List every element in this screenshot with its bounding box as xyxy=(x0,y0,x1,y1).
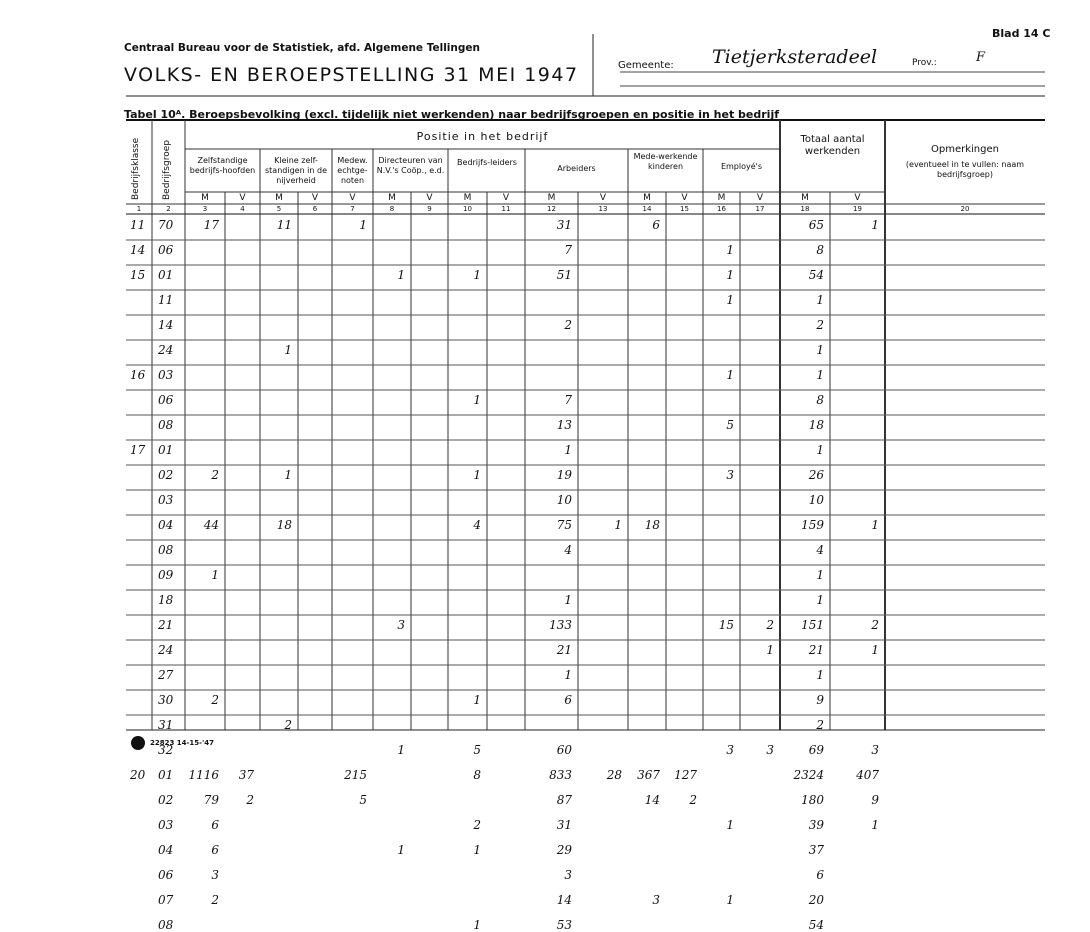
table-cell: 2 xyxy=(766,618,774,632)
table-cell: 1 xyxy=(397,743,405,757)
table-cell: 3 xyxy=(726,743,734,757)
mv-label: V xyxy=(681,193,688,203)
table-cell: 7 xyxy=(564,243,572,257)
column-number: 15 xyxy=(680,205,689,213)
mv-label: V xyxy=(349,193,356,203)
table-cell: 2 xyxy=(211,468,219,482)
table-cell: 6 xyxy=(211,843,219,857)
table-cell: 1 xyxy=(816,568,824,582)
bedrijfsgroep-cell: 21 xyxy=(158,618,174,632)
table-cell: 127 xyxy=(674,768,697,782)
table-cell: 2 xyxy=(284,718,292,732)
bedrijfsgroep-cell: 04 xyxy=(158,518,174,532)
table-cell: 8 xyxy=(816,243,824,257)
bedrijfsgroep-cell: 03 xyxy=(158,493,174,507)
table-cell: 1 xyxy=(871,218,879,232)
sheet-number: Blad 14 C xyxy=(992,27,1051,40)
bedrijfsgroep-cell: 27 xyxy=(158,668,174,682)
column-number: 6 xyxy=(312,205,318,213)
table-cell: 8 xyxy=(473,768,481,782)
table-cell: 5 xyxy=(359,793,367,807)
table-cell: 21 xyxy=(556,643,572,657)
col-medew: Medew. echtge-noten xyxy=(337,156,368,185)
table-cell: 4 xyxy=(816,543,824,557)
table-cell: 1 xyxy=(473,918,481,932)
table-cell: 6 xyxy=(652,218,660,232)
table-cell: 3 xyxy=(871,743,879,757)
table-cell: 1 xyxy=(473,468,481,482)
table-cell: 1 xyxy=(564,668,572,682)
mv-label: M xyxy=(643,193,651,203)
table-cell: 3 xyxy=(397,618,405,632)
gemeente-label: Gemeente: xyxy=(618,60,674,71)
bedrijfsgroep-cell: 14 xyxy=(158,318,174,332)
table-cell: 1 xyxy=(211,568,219,582)
col-positie: Positie in het bedrijf xyxy=(416,130,549,143)
table-cell: 13 xyxy=(556,418,572,432)
bedrijfsgroep-cell: 01 xyxy=(158,268,174,282)
table-cell: 87 xyxy=(556,793,572,807)
table-cell: 21 xyxy=(808,643,824,657)
bedrijfsgroep-cell: 32 xyxy=(158,743,174,757)
table-cell: 215 xyxy=(344,768,367,782)
bedrijfsgroep-cell: 02 xyxy=(158,793,174,807)
bedrijfsgroep-cell: 03 xyxy=(158,368,174,382)
col-opmerkingen: Opmerkingen xyxy=(931,144,999,155)
table-cell: 1 xyxy=(473,393,481,407)
bedrijfsgroep-cell: 18 xyxy=(158,593,174,607)
column-number: 17 xyxy=(755,205,765,213)
mv-label: M xyxy=(717,193,726,203)
mv-label: V xyxy=(599,193,607,203)
footer-code: 22823 14-15-'47 xyxy=(150,739,214,747)
table-title: Tabel 10ᴬ. Beroepsbevolking (excl. tijdelijk niet werkenden) naar bedrijfsgroepen en positie in het bedrijf xyxy=(124,108,779,121)
table-cell: 159 xyxy=(801,518,824,532)
column-number: 5 xyxy=(276,205,282,213)
column-number: 19 xyxy=(853,205,862,213)
table-cell: 1 xyxy=(564,593,572,607)
table-cell: 2 xyxy=(473,818,481,832)
table-cell: 3 xyxy=(766,743,774,757)
column-number: 13 xyxy=(598,205,608,213)
mv-label: V xyxy=(854,193,861,203)
table-cell: 2 xyxy=(211,893,219,907)
mv-label: V xyxy=(426,193,433,203)
table-cell: 1 xyxy=(766,643,774,657)
column-number: 12 xyxy=(547,205,556,213)
table-cell: 1 xyxy=(726,893,734,907)
prov-label: Prov.: xyxy=(912,58,937,68)
table-cell: 3 xyxy=(726,468,734,482)
mv-label: V xyxy=(239,193,246,203)
bedrijfsgroep-cell: 07 xyxy=(158,893,174,907)
bedrijfsklasse-cell: 11 xyxy=(130,218,146,232)
table-cell: 14 xyxy=(556,893,572,907)
table-cell: 8 xyxy=(816,393,824,407)
table-cell: 1 xyxy=(816,668,824,682)
table-cell: 1 xyxy=(816,293,824,307)
mv-label: M xyxy=(275,193,283,203)
column-number: 18 xyxy=(800,205,810,213)
bedrijfsgroep-cell: 06 xyxy=(158,243,174,257)
column-number: 10 xyxy=(463,205,472,213)
table-cell: 1 xyxy=(473,843,481,857)
table-cell: 28 xyxy=(606,768,622,782)
col-arbeiders: Arbeiders xyxy=(557,164,596,173)
table-cell: 44 xyxy=(203,518,219,532)
table-cell: 10 xyxy=(556,493,572,507)
mv-label: M xyxy=(547,193,556,203)
bedrijfsgroep-cell: 70 xyxy=(158,218,174,232)
table-cell: 10 xyxy=(808,493,824,507)
bedrijfsgroep-cell: 31 xyxy=(158,718,174,732)
mv-label: M xyxy=(801,193,809,203)
table-cell: 26 xyxy=(808,468,824,482)
table-cell: 65 xyxy=(808,218,824,232)
bedrijfsgroep-cell: 08 xyxy=(158,418,174,432)
bedrijfsgroep-cell: 04 xyxy=(158,843,174,857)
table-cell: 2324 xyxy=(793,768,824,782)
table-cell: 51 xyxy=(556,268,572,282)
bedrijfsgroep-cell: 24 xyxy=(158,343,174,357)
col-totaal: Totaal aantal werkenden xyxy=(800,134,865,157)
bedrijfsklasse-cell: 20 xyxy=(130,768,146,782)
table-cell: 14 xyxy=(644,793,660,807)
table-cell: 69 xyxy=(808,743,824,757)
table-cell: 18 xyxy=(644,518,660,532)
table-cell: 407 xyxy=(856,768,879,782)
table-cell: 133 xyxy=(549,618,572,632)
table-cell: 2 xyxy=(564,318,572,332)
table-cell: 3 xyxy=(652,893,660,907)
table-cell: 19 xyxy=(556,468,572,482)
table-cell: 54 xyxy=(808,268,824,282)
table-cell: 75 xyxy=(556,518,572,532)
table-cell: 1 xyxy=(614,518,622,532)
column-number: 7 xyxy=(350,205,355,213)
col-bedrijfsgroep: Bedrijfsgroep xyxy=(162,140,172,200)
col-bedrijfsleiders: Bedrijfs-leiders xyxy=(457,158,517,167)
table-cell: 18 xyxy=(276,518,292,532)
bedrijfsklasse-cell: 15 xyxy=(130,268,146,282)
mv-label: V xyxy=(502,193,510,203)
mv-label: M xyxy=(201,193,209,203)
table-cell: 37 xyxy=(238,768,254,782)
table-cell: 1 xyxy=(359,218,367,232)
table-cell: 1116 xyxy=(188,768,219,782)
table-cell: 1 xyxy=(397,843,405,857)
table-cell: 6 xyxy=(816,868,824,882)
table-cell: 1 xyxy=(726,268,734,282)
column-number: 1 xyxy=(136,205,142,213)
mv-label: M xyxy=(388,193,396,203)
table-cell: 20 xyxy=(808,893,824,907)
table-cell: 1 xyxy=(473,693,481,707)
table-cell: 833 xyxy=(549,768,572,782)
table-cell: 1 xyxy=(726,293,734,307)
bedrijfsgroep-cell: 01 xyxy=(158,443,174,457)
gemeente-value: Tietjerksteradeel xyxy=(712,46,878,68)
table-cell: 1 xyxy=(871,818,879,832)
bedrijfsklasse-cell: 14 xyxy=(130,243,146,257)
mv-label: V xyxy=(311,193,319,203)
table-cell: 11 xyxy=(276,218,292,232)
column-number: 2 xyxy=(166,205,171,213)
table-cell: 2 xyxy=(871,618,879,632)
table-cell: 1 xyxy=(564,443,572,457)
table-cell: 1 xyxy=(871,643,879,657)
bedrijfsgroep-cell: 06 xyxy=(158,868,174,882)
column-number: 3 xyxy=(202,205,208,213)
table-cell: 1 xyxy=(726,368,734,382)
table-cell: 2 xyxy=(689,793,697,807)
table-cell: 1 xyxy=(816,343,824,357)
table-cell: 2 xyxy=(246,793,254,807)
table-cell: 53 xyxy=(556,918,572,932)
table-cell: 31 xyxy=(556,818,572,832)
col-directeuren: Directeuren van N.V.'s Coöp., e.d. xyxy=(376,156,445,175)
bureau-line: Centraal Bureau voor de Statistiek, afd. Algemene Tellingen xyxy=(124,42,480,54)
table-cell: 18 xyxy=(808,418,824,432)
table-cell: 29 xyxy=(556,843,572,857)
bedrijfsgroep-cell: 03 xyxy=(158,818,174,832)
column-number: 16 xyxy=(717,205,726,213)
bedrijfsgroep-cell: 06 xyxy=(158,393,174,407)
table-cell: 3 xyxy=(211,868,219,882)
table-cell: 39 xyxy=(808,818,824,832)
bedrijfsgroep-cell: 09 xyxy=(158,568,174,582)
table-cell: 1 xyxy=(284,343,292,357)
bedrijfsgroep-cell: 30 xyxy=(158,693,174,707)
col-employes: Employé's xyxy=(720,162,763,171)
table-cell: 367 xyxy=(637,768,660,782)
table-cell: 60 xyxy=(556,743,572,757)
column-number: 11 xyxy=(501,205,511,213)
table-cell: 1 xyxy=(816,593,824,607)
table-cell: 79 xyxy=(203,793,219,807)
prov-value: F xyxy=(976,50,986,65)
col-zelfstandige: Zelfstandige bedrijfs-hoofden xyxy=(189,156,256,175)
bedrijfsgroep-cell: 08 xyxy=(158,918,174,932)
table-cell: 9 xyxy=(816,693,824,707)
bedrijfsgroep-cell: 01 xyxy=(158,768,174,782)
table-cell: 3 xyxy=(564,868,572,882)
table-cell: 6 xyxy=(564,693,572,707)
column-number: 14 xyxy=(642,205,652,213)
printer-logo-icon xyxy=(131,736,145,750)
table-cell: 9 xyxy=(871,793,879,807)
bedrijfsgroep-cell: 02 xyxy=(158,468,174,482)
table-cell: 1 xyxy=(816,368,824,382)
col-mede: Mede-werkende kinderen xyxy=(633,152,698,171)
column-number: 8 xyxy=(389,205,395,213)
table-cell: 151 xyxy=(801,618,824,632)
col-opmerkingen-sub: (eventueel in te vullen: naam bedrijfsgroep) xyxy=(905,160,1025,179)
bedrijfsgroep-cell: 08 xyxy=(158,543,174,557)
table-cell: 31 xyxy=(556,218,572,232)
mv-label: M xyxy=(463,193,472,203)
bedrijfsgroep-cell: 24 xyxy=(158,643,174,657)
table-cell: 17 xyxy=(203,218,219,232)
col-bedrijfsklasse: Bedrijfsklasse xyxy=(131,137,141,200)
column-number: 9 xyxy=(427,205,432,213)
table-cell: 1 xyxy=(726,243,734,257)
table-cell: 37 xyxy=(808,843,824,857)
table-cell: 1 xyxy=(397,268,405,282)
table-cell: 1 xyxy=(816,443,824,457)
table-cell: 6 xyxy=(211,818,219,832)
bedrijfsklasse-cell: 17 xyxy=(130,443,146,457)
table-cell: 15 xyxy=(718,618,734,632)
table-cell: 5 xyxy=(726,418,734,432)
table-cell: 2 xyxy=(816,318,824,332)
table-cell: 4 xyxy=(473,518,481,532)
table-cell: 2 xyxy=(211,693,219,707)
mv-label: V xyxy=(756,193,764,203)
table-cell: 7 xyxy=(564,393,572,407)
table-cell: 2 xyxy=(816,718,824,732)
table-cell: 5 xyxy=(473,743,481,757)
page-title: VOLKS- EN BEROEPSTELLING 31 MEI 1947 xyxy=(124,64,579,86)
table-cell: 1 xyxy=(284,468,292,482)
table-cell: 54 xyxy=(808,918,824,932)
table-cell: 4 xyxy=(564,543,572,557)
col-kleine: Kleine zelf-standigen in de nijverheid xyxy=(264,156,328,185)
bedrijfsgroep-cell: 11 xyxy=(158,293,174,307)
table-cell: 1 xyxy=(473,268,481,282)
table-cell: 1 xyxy=(871,518,879,532)
column-number: 4 xyxy=(240,205,245,213)
table-cell: 180 xyxy=(801,793,824,807)
table-cell: 1 xyxy=(726,818,734,832)
column-number: 20 xyxy=(960,205,970,213)
bedrijfsklasse-cell: 16 xyxy=(130,368,146,382)
